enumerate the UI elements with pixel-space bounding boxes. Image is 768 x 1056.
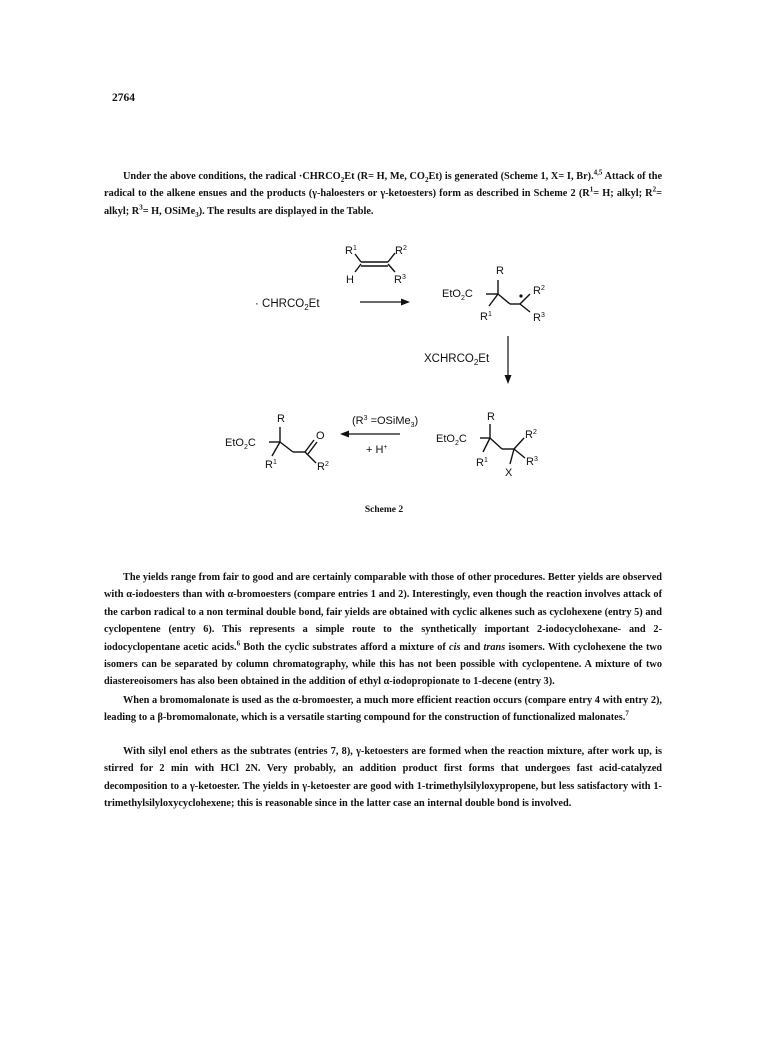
citation-6: 6: [236, 639, 241, 648]
svg-text:· CHRCO2Et: · $CHRCO_2Et$: [255, 298, 320, 312]
svg-text:R1: $R^1$: [476, 457, 488, 469]
citation-7: 7: [625, 709, 629, 718]
svg-text:R2: $R^2$: [317, 461, 329, 473]
paragraph-3: When a bromomalonate is used as the α-bromoester, a much more efficient reaction occurs (compare entry 4 with entry 2), leading to a β-bromomalonate, which is a versatile starting compound for the construction of functionalized malonates.$^7$: [104, 695, 662, 724]
svg-text:R: R: [496, 265, 504, 277]
svg-text:R1: $R^1$: [345, 245, 357, 257]
back-arrow: [340, 431, 400, 438]
forward-arrow: [360, 299, 410, 306]
svg-text:R: R: [487, 411, 495, 423]
svg-text:EtO2C: EtO$_2$C: [442, 288, 473, 302]
svg-text:EtO2C: EtO$_2$C: [225, 437, 256, 451]
paragraph-2: The yields range from fair to good and are certainly comparable with those of other procedures. Better yields are observed with α-iodoesters than with α-bromoesters (compare entries 1 and 2). Interestingly, even though the reaction involves attack of the carbon radical to a non terminal double bond, fair yields are obtained with cyclic alkenes such as cyclohexene (entry 5) and cyclopentene (entry 6). This represents a simple route to the synthetically important 2-iodocyclohexane- and 2-iodocyclopentane acetic acids.$^6$ Both the cyclic substrates afford a mixture of cis and trans isomers. With cyclohexene the two isomers can be separated by column chromatography, while this has not been possible with cyclopentene. A mixture of two diastereoisomers has also been obtained in the addition of ethyl α-iodopropionate to 1-decene (entry 3).: [104, 572, 662, 688]
svg-text:X: X: [505, 467, 513, 479]
scheme-caption: Scheme 2: [364, 505, 404, 515]
svg-text:(R3 =OSiMe3): ($R^3$ =OSiMe$_3$): [352, 415, 419, 429]
down-arrow: [505, 336, 512, 384]
svg-text:R2: $R^2$: [395, 245, 407, 257]
svg-text:R3: $R^3$: [526, 456, 538, 468]
svg-text:R1: $R^1$: [265, 459, 277, 471]
paragraph-4: With silyl enol ethers as the subtrates (entries 7, 8), γ-ketoesters are formed when the reaction mixture, after work up, is stirred for 2 min with HCl 2N. Very probably, an addition product first forms that undergoes fast acid-catalyzed decomposition to a γ-ketoester. The yields in γ-ketoester are good with 1-trimethylsilyloxypropene, but less satisfactory with 1-trimethylsilyloxycyclohexene; this is reasonable since in the latter case an internal double bond is involved.: [104, 746, 662, 810]
svg-text:+ H+: + H+: [366, 444, 388, 456]
svg-text:XCHRCO2Et: $XCHRCO_2Et$: [424, 353, 490, 367]
alkene-structure: [355, 253, 395, 272]
svg-text:R1: $R^1$: [480, 311, 492, 323]
svg-text:O: O: [316, 430, 325, 442]
page-number: 2764: [112, 92, 135, 104]
svg-text:R: R: [277, 413, 285, 425]
svg-text:R2: $R^2$: [525, 429, 537, 441]
svg-text:H: H: [346, 274, 354, 286]
svg-text:R3: $R^3$: [533, 312, 545, 324]
svg-text:EtO2C: EtO$_2$C: [436, 433, 467, 447]
svg-text:R3: $R^3$: [394, 274, 406, 286]
citation-4-5: 4,5: [593, 168, 603, 177]
svg-text:R2: $R^2$: [533, 285, 545, 297]
paragraph-1: Under the above conditions, the radical $\cdot CHRCO_2Et$ (R= H, Me, $CO_2Et$) is generated (Scheme 1, X= I, Br).$^{4,5}$ Attack of the radical to the alkene ensues and the products (γ-haloesters or γ-ketoesters) form as described in Scheme 2 ($R^1= H$; alkyl; $R^2=$ alkyl; $R^3= H$, OSiMe$_3$). The results are displayed in the Table.: [104, 168, 663, 219]
